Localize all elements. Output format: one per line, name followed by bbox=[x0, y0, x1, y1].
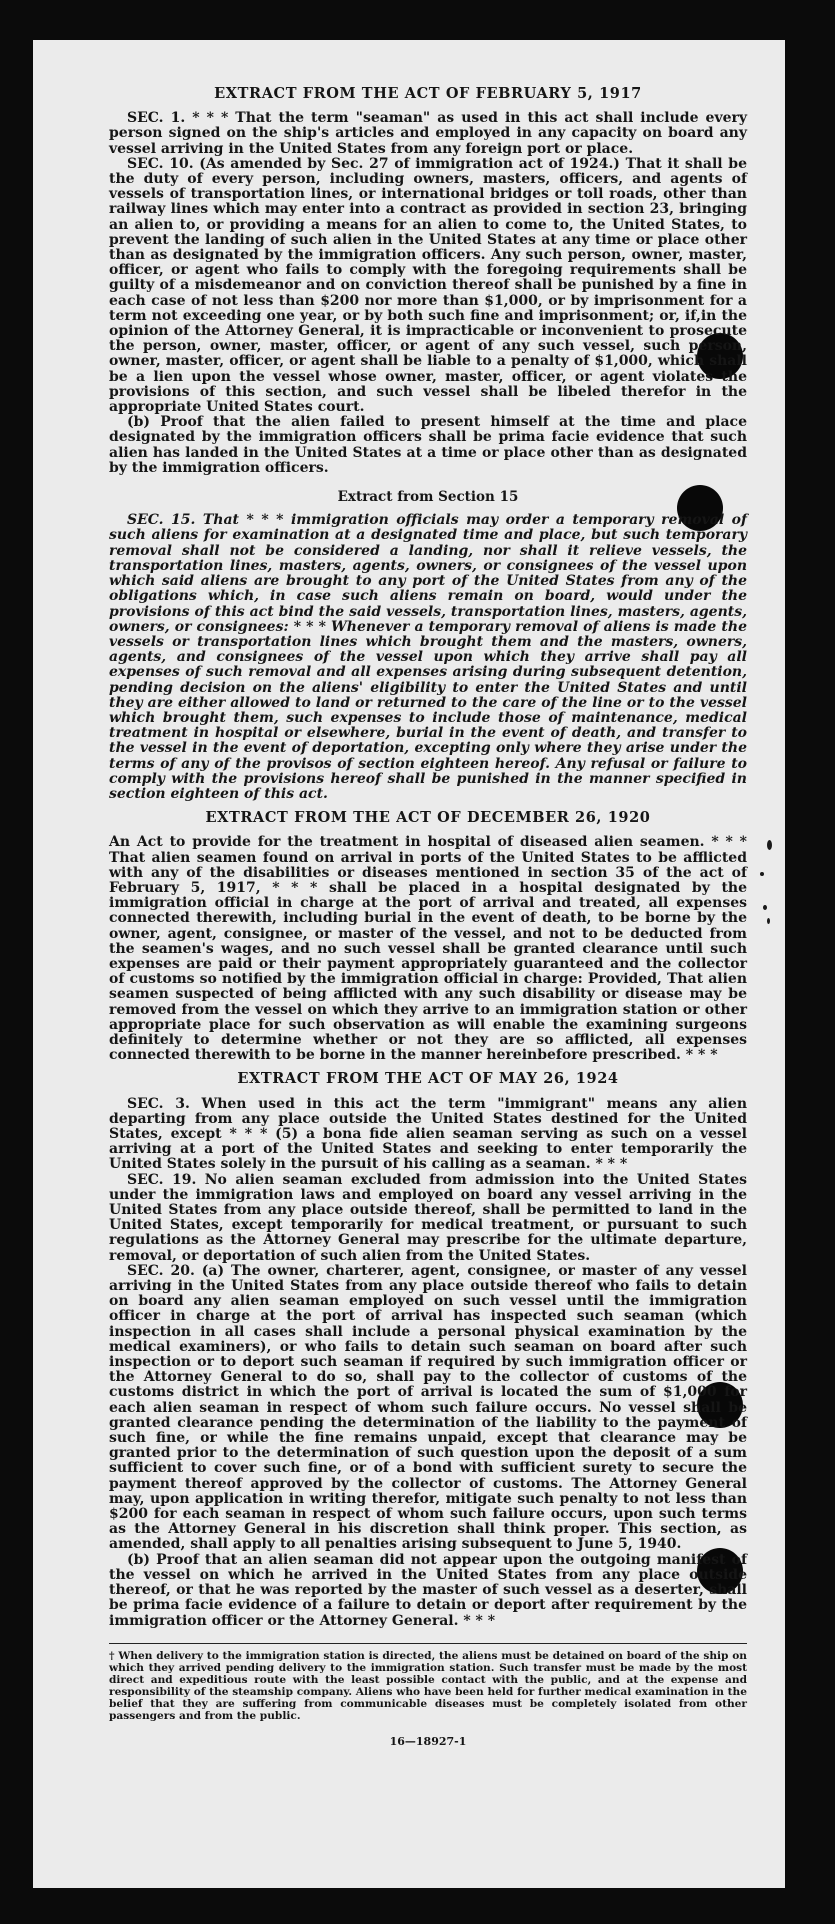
section-heading: Extract from Section 15 bbox=[337, 489, 519, 506]
document-body bbox=[109, 78, 747, 1749]
paragraph-sec-19: SEC. 19. No alien seaman excluded from admission into the United States under the immigration laws and employed on board any vessel arriving in the United States from any place outside thereof, shall be permitted to land in the United States, except temporarily for medical treatment, or pursuant to such regulations as the Attorney General may prescribe for the ultimate departure, removal, or deportation of such alien from the United States. bbox=[109, 1171, 747, 1264]
paragraph-sec-20b: (b) Proof that an alien seaman did not appear upon the outgoing manifest of the vessel on which he arrived in the United States from any place outside thereof, or that he was reported by the master of such vessel as a deserter, shall be prima facie evidence of a failure to detain or deport after requirement by the immigration officer or the Attorney General. * * * bbox=[109, 1551, 747, 1629]
ink-speck bbox=[767, 918, 770, 924]
paragraph-act-1920: An Act to provide for the treatment in hospital of diseased alien seamen. * * * That alien seamen found on arrival in ports of the United States to be afflicted with any of the disabilities or diseases mentioned in section 35 of the act of February 5, 1917, * * * shall be placed in a hospital designated by the immigration official in charge at the port of arrival and treated, all expenses connected therewith, including burial in the event of death, to be borne by the owner, agent, consignee, or master of the vessel, and not to be deducted from the seamen's wages, and no such vessel shall be granted clearance until such expenses are paid or their payment appropriately guaranteed and the collector of customs so notified by the immigration official in charge: Provided, That alien seamen suspected of being afflicted with any such disability or disease may be removed from the vessel on which they arrive to an immigration station or other appropriate place for such observation as will enable the examining surgeons definitely to determine whether or not they are so afflicted, all expenses connected therewith to be borne in the manner hereinbefore prescribed. * * * bbox=[109, 834, 747, 1064]
paragraph-sec-10: SEC. 10. (As amended by Sec. 27 of immigration act of 1924.) That it shall be the duty of every person, including owners, masters, officers, and agents of vessels of transportation lines, or international bridges or toll roads, other than railway lines which may enter into a contract as provided in section 23, bringing an alien to, or providing a means for an alien to come to, the United States, to prevent the landing of such alien in the United States at any time or place other than as designated by the immigration officers. Any such person, owner, master, officer, or agent who fails to comply with the foregoing requirements shall be guilty of a misdemeanor and on conviction thereof shall be punished by a fine in each case of not less than $200 nor more than $1,000, or by imprisonment for a term not exceeding one year, or by both such fine and imprisonment; or, if,in the opinion of the Attorney General, it is impracticable or inconvenient to prosecute the person, owner, master, officer, or agent of any such vessel, such person, owner, master, officer, or agent shall be liable to a penalty of $1,000, which shall be a lien upon the vessel whose owner, master, officer, or agent violates the provisions of this section, and such vessel shall be libeled therefor in the appropriate United States court. bbox=[109, 155, 747, 416]
form-number: 16—18927-1 bbox=[389, 1734, 467, 1748]
section-heading: EXTRACT FROM THE ACT OF MAY 26, 1924 bbox=[237, 1070, 619, 1088]
paragraph-sec-1: SEC. 1. * * * That the term "seaman" as used in this act shall include every person signed on the ship's articles and employed in any capacity on board any vessel arriving in the United States from any foreign port or place. bbox=[109, 110, 747, 157]
section-act-1924 bbox=[109, 1071, 747, 1628]
section-act-1917 bbox=[109, 86, 747, 476]
paragraph-sec-10b: (b) Proof that the alien failed to present himself at the time and place designated by the immigration officers shall be prima facie evidence that such alien has landed in the United States at a time or place other than as designated by the immigration officers. bbox=[109, 414, 747, 476]
ink-speck bbox=[760, 872, 764, 876]
paragraph-sec-20a: SEC. 20. (a) The owner, charterer, agent, consignee, or master of any vessel arriving in the United States from any place outside thereof who fails to detain on board any alien seaman employed on such vessel until the immigration officer in charge at the port of arrival has inspected such seaman (which inspection in all cases shall include a personal physical examination by the medical examiners), or who fails to detain such seaman on board after such inspection or to deport such seaman if required by such immigration officer or the Attorney General to do so, shall pay to the collector of customs of the customs district in which the port of arrival is located the sum of $1,000 for each alien seaman in respect of whom such failure occurs. No vessel shall be granted clearance pending the determination of the liability to the payment of such fine, or while the fine remains unpaid, except that clearance may be granted prior to the determination of such question upon the deposit of a sum sufficient to cover such fine, or of a bond with sufficient surety to secure the payment thereof approved by the collector of customs. The Attorney General may, upon application in writing therefor, mitigate such penalty to not less than $200 for each seaman in respect of whom such failure occurs, upon such terms as the Attorney General in his discretion shall think proper. This section, as amended, shall apply to all penalties arising subsequent to June 5, 1940. bbox=[109, 1262, 747, 1553]
ink-speck bbox=[767, 840, 772, 850]
section-heading: EXTRACT FROM THE ACT OF FEBRUARY 5, 1917 bbox=[214, 85, 642, 102]
ink-speck bbox=[763, 905, 767, 910]
section-heading: EXTRACT FROM THE ACT OF DECEMBER 26, 1920 bbox=[205, 809, 651, 827]
paragraph-sec-15: SEC. 15. That * * * immigration officials may order a temporary removal of such aliens for examination at a designated time and place, but such temporary removal shall not be considered a landing, nor shall it relieve vessels, the transportation lines, masters, agents, owners, or consignees of the vessel upon which said aliens are brought to any port of the United States from any of the obligations which, in case such aliens remain on board, would under the provisions of this act bind the said vessels, transportation lines, masters, agents, owners, or consignees: * * * Whenever a temporary removal of aliens is made the vessels or transportation lines which brought them and the masters, owners, agents, and consignees of the vessel upon which they arrive shall pay all expenses of such removal and all expenses arising during subsequent detention, pending decision on the aliens' eligibility to enter the United States and until they are either allowed to land or returned to the care of the line or to the vessel which brought them, such expenses to include those of maintenance, medical treatment in hospital or elsewhere, burial in the event of death, and transfer to the vessel in the event of deportation, excepting only where they arise under the terms of any of the provisos of section eighteen hereof. Any refusal or failure to comply with the provisions hereof shall be punished in the manner specified in section eighteen of this act. bbox=[109, 512, 747, 802]
section-extract-15 bbox=[109, 490, 747, 802]
document-page bbox=[33, 40, 785, 1888]
section-act-1920 bbox=[109, 810, 747, 1063]
footnote: † When delivery to the immigration station is directed, the aliens must be detained on board of the ship on which they arrived pending delivery to the immigration station. Such transfer must be made by the most direct and expeditious route with the least possible contact with the public, and at the expense and responsibility of the steamship company. Aliens who have been held for further medical examination in the belief that they are suffering from communicable diseases must be completely isolated from other passengers and from the public. bbox=[109, 1643, 747, 1722]
paragraph-sec-3: SEC. 3. When used in this act the term "immigrant" means any alien departing from any place outside the United States destined for the United States, except * * * (5) a bona fide alien seaman serving as such on a vessel arriving at a port of the United States and seeking to enter temporarily the United States solely in the pursuit of his calling as a seaman. * * * bbox=[109, 1095, 747, 1173]
